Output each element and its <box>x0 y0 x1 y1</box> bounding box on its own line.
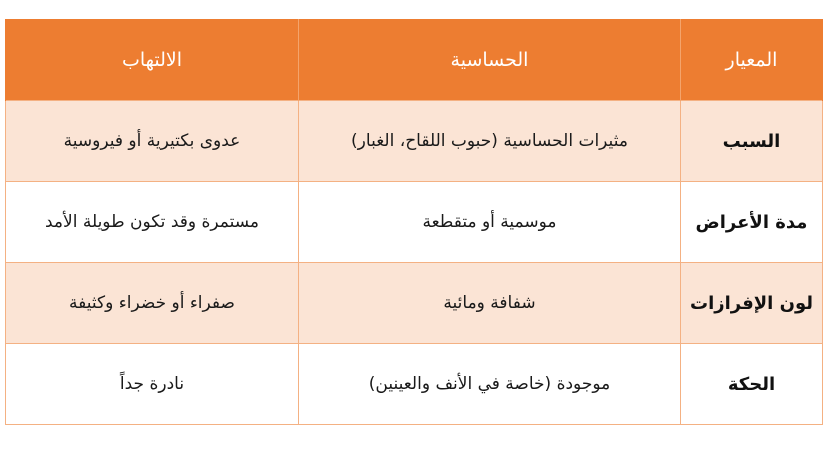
inflammation-cell: مستمرة وقد تكون طويلة الأمد <box>6 182 299 263</box>
allergy-cell: موجودة (خاصة في الأنف والعينين) <box>299 344 681 425</box>
table-row <box>6 182 823 263</box>
inflammation-cell: صفراء أو خضراء وكثيفة <box>6 263 299 344</box>
inflammation-cell: نادرة جداً <box>6 344 299 425</box>
row-label: مدة الأعراض <box>681 182 823 263</box>
allergy-cell: شفافة ومائية <box>299 263 681 344</box>
comparison-table-container <box>5 19 822 425</box>
header-criterion: المعيار <box>681 19 823 101</box>
row-label: الحكة <box>681 344 823 425</box>
allergy-cell: موسمية أو متقطعة <box>299 182 681 263</box>
inflammation-cell: عدوى بكتيرية أو فيروسية <box>6 101 299 182</box>
header-allergy: الحساسية <box>299 19 681 101</box>
header-row <box>6 19 823 101</box>
row-label: لون الإفرازات <box>681 263 823 344</box>
table-row <box>6 263 823 344</box>
header-inflammation: الالتهاب <box>6 19 299 101</box>
row-label: السبب <box>681 101 823 182</box>
table-row <box>6 101 823 182</box>
table-row <box>6 344 823 425</box>
comparison-table <box>5 19 823 425</box>
allergy-cell: مثيرات الحساسية (حبوب اللقاح، الغبار) <box>299 101 681 182</box>
